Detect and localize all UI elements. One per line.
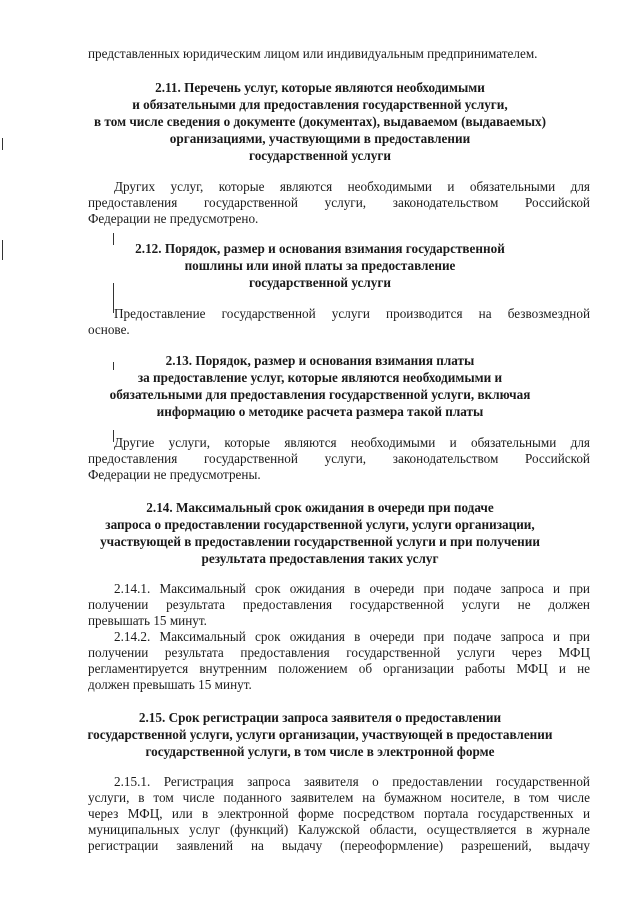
section-2-11-heading: 2.11. Перечень услуг, которые являются необходимыми	[155, 80, 485, 95]
section-2-14-heading: результата предоставления таких услуг	[201, 551, 439, 566]
section-2-13-paragraph: Другие услуги, которые являются необходимыми и обязательными для	[114, 435, 590, 450]
section-2-14-1-paragraph: получении результата предоставления государственной услуги не должен	[88, 597, 590, 612]
section-2-14-heading: участвующей в предоставлении государственной услуги и при получении	[100, 534, 540, 549]
section-2-13-heading: информацию о методике расчета размера такой платы	[156, 404, 484, 419]
section-2-12-paragraph: основе.	[88, 322, 130, 337]
section-2-12-paragraph: Предоставление государственной услуги производится на безвозмездной	[114, 306, 590, 321]
section-2-14-1-paragraph: превышать 15 минут.	[88, 613, 207, 628]
section-2-15-heading: государственной услуги, услуги организации, участвующей в предоставлении	[87, 727, 553, 742]
section-2-14-2-paragraph: получении результата предоставления государственной услуги через МФЦ	[88, 645, 590, 660]
section-2-15-1-paragraph: через МФЦ, или в электронной форме посредством портала государственных и	[88, 806, 590, 821]
section-2-15-heading: государственной услуги, в том числе в электронной форме	[145, 744, 495, 759]
section-2-11-paragraph: Федерации не предусмотрено.	[88, 211, 259, 226]
section-2-14-1-paragraph: 2.14.1. Максимальный срок ожидания в очереди при подаче запроса и при	[114, 581, 590, 596]
section-2-15-1-paragraph: услуги, в том числе поданного заявителем на бумажном носителе, в том числе	[88, 790, 590, 805]
section-2-12-heading: пошлины или иной платы за предоставление	[184, 258, 456, 273]
section-2-14-2-paragraph: должен превышать 15 минут.	[88, 677, 252, 692]
section-2-14-2-paragraph: регламентируется внутренним положением об организации работы МФЦ и не	[88, 661, 590, 676]
section-2-14-heading: запроса о предоставлении государственной услуги, услуги организации,	[105, 517, 535, 532]
section-2-15-1-paragraph: муниципальных услуг (функций) Калужской области, осуществляется в журнале	[88, 822, 590, 837]
section-2-11-heading: и обязательными для предоставления государственной услуги,	[132, 97, 508, 112]
intro-line: представленных юридическим лицом или индивидуальным предпринимателем.	[88, 46, 538, 61]
section-2-13-paragraph: предоставления государственной услуги, законодательством Российской	[88, 451, 590, 466]
section-2-12-heading: 2.12. Порядок, размер и основания взимания государственной	[135, 241, 505, 256]
section-2-11-paragraph: предоставления государственной услуги, законодательством Российской	[88, 195, 590, 210]
section-2-15-1-paragraph: 2.15.1. Регистрация запроса заявителя о предоставлении государственной	[114, 774, 590, 789]
section-2-14-heading: 2.14. Максимальный срок ожидания в очереди при подаче	[146, 500, 494, 515]
section-2-14-2-paragraph: 2.14.2. Максимальный срок ожидания в очереди при подаче запроса и при	[114, 629, 590, 644]
section-2-11-heading: в том числе сведения о документе (документах), выдаваемом (выдаваемых)	[94, 114, 546, 129]
section-2-11-heading: организациями, участвующими в предоставлении	[169, 131, 471, 146]
section-2-13-heading: за предоставление услуг, которые являются необходимыми и	[137, 370, 503, 385]
section-2-13-paragraph: Федерации не предусмотрены.	[88, 467, 261, 482]
section-2-11-paragraph: Других услуг, которые являются необходимыми и обязательными для	[114, 179, 590, 194]
section-2-13-heading: 2.13. Порядок, размер и основания взимания платы	[165, 353, 475, 368]
section-2-15-heading: 2.15. Срок регистрации запроса заявителя о предоставлении	[138, 710, 502, 725]
section-2-11-heading: государственной услуги	[249, 148, 391, 163]
section-2-15-1-paragraph: регистрации заявлений на выдачу (переоформление) разрешений, выдачу	[88, 838, 590, 853]
section-2-13-heading: обязательными для предоставления государственной услуги, включая	[109, 387, 531, 402]
section-2-12-heading: государственной услуги	[249, 275, 391, 290]
